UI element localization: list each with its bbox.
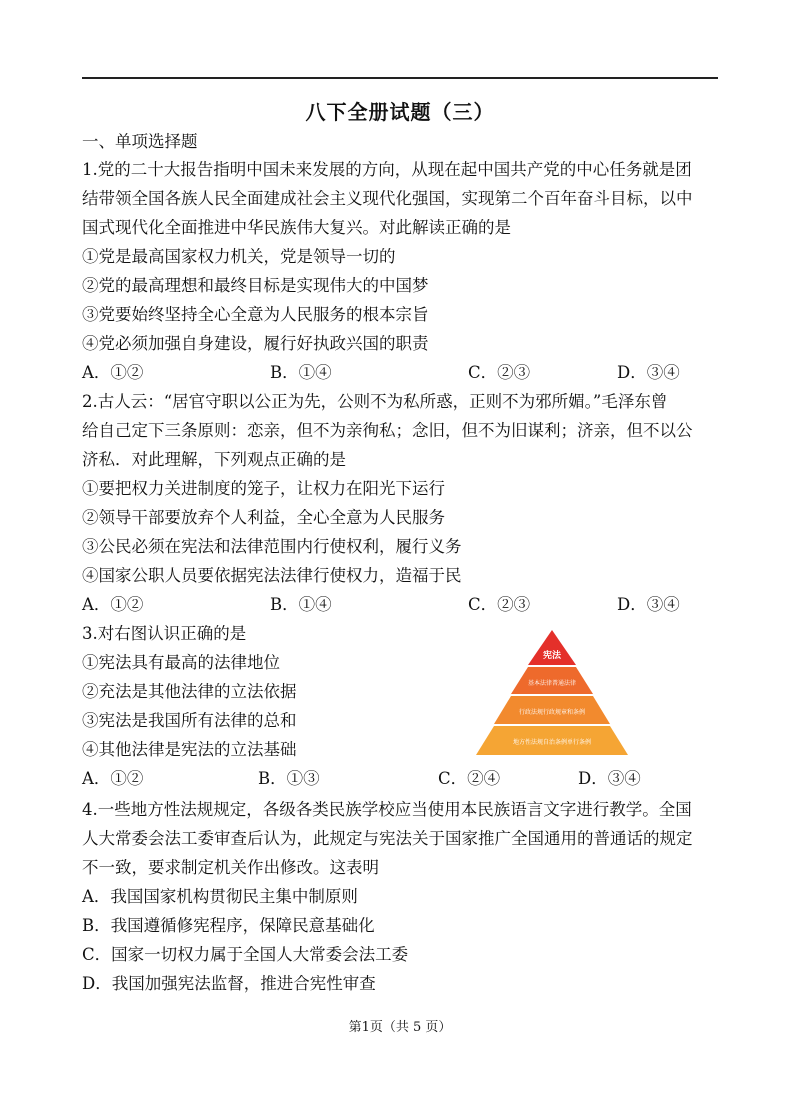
q1-stem-line: 1.党的二十大报告指明中国未来发展的方向，从现在起中国共产党的中心任务就是团	[82, 160, 692, 179]
q3-option-d: D．③④	[578, 769, 641, 788]
page-footer: 第1页（共 5 页）	[348, 1020, 452, 1035]
section-heading: 一、单项选择题	[82, 132, 198, 151]
q2-item: ②领导干部要放弃个人利益，全心全意为人民服务	[82, 508, 445, 527]
q3-item: ②充法是其他法律的立法依据	[82, 682, 297, 701]
q1-item: ①党是最高国家权力机关，党是领导一切的	[82, 247, 396, 266]
pyramid-label-top: 宪法	[542, 651, 562, 661]
q2-stem-line: 济私．对此理解，下列观点正确的是	[82, 450, 346, 469]
q1-option-d: D．③④	[617, 363, 680, 382]
q3-option-c: C．②④	[438, 769, 501, 788]
pyramid-label-3: 行政法规行政规章和条例	[518, 709, 586, 716]
q1-option-c: C．②③	[468, 363, 531, 382]
q1-stem-line: 结带领全国各族人民全面建成社会主义现代化强国，实现第二个百年奋斗目标，以中	[82, 189, 693, 208]
q3-stem-line: 3.对右图认识正确的是	[82, 624, 247, 643]
q2-option-c: C．②③	[468, 595, 531, 614]
q2-item: ③公民必须在宪法和法律范围内行使权利，履行义务	[82, 537, 462, 556]
pyramid-label-4: 地方性法规自治条例单行条例	[512, 739, 592, 746]
q4-option-a: A．我国国家机构贯彻民主集中制原则	[82, 887, 358, 906]
q4-stem-line: 4.一些地方性法规规定，各级各类民族学校应当使用本民族语言文字进行教学。全国	[82, 800, 692, 819]
q2-item: ①要把权力关进制度的笼子，让权力在阳光下运行	[82, 479, 445, 498]
q4-stem-line: 不一致，要求制定机关作出修改。这表明	[82, 858, 379, 877]
page-title: 八下全册试题（三）	[305, 100, 495, 124]
q3-option-b: B．①③	[258, 769, 320, 788]
q4-option-b: B．我国遵循修宪程序，保障民意基础化	[82, 916, 375, 935]
q4-option-c: C．国家一切权力属于全国人大常委会法工委	[82, 945, 409, 964]
top-rule	[82, 77, 718, 79]
q2-item: ④国家公职人员要依据宪法法律行使权力，造福于民	[82, 566, 462, 585]
q1-option-b: B．①④	[270, 363, 332, 382]
q3-item: ③宪法是我国所有法律的总和	[82, 711, 297, 730]
q1-item: ②党的最高理想和最终目标是实现伟大的中国梦	[82, 276, 429, 295]
q3-item: ④其他法律是宪法的立法基础	[82, 740, 297, 759]
q2-option-d: D．③④	[617, 595, 680, 614]
q1-item: ④党必须加强自身建设，履行好执政兴国的职责	[82, 334, 429, 353]
law-hierarchy-pyramid	[474, 630, 630, 756]
q1-item: ③党要始终坚持全心全意为人民服务的根本宗旨	[82, 305, 429, 324]
q4-option-d: D．我国加强宪法监督，推进合宪性审查	[82, 974, 376, 993]
q2-stem-line: 给自己定下三条原则：恋亲，但不为亲徇私；念旧，但不为旧谋利；济亲，但不以公	[82, 421, 693, 440]
q2-option-b: B．①④	[270, 595, 332, 614]
q3-item: ①宪法具有最高的法律地位	[82, 653, 280, 672]
q4-stem-line: 人大常委会法工委审查后认为，此规定与宪法关于国家推广全国通用的普通话的规定	[82, 829, 693, 848]
q1-stem-line: 国式现代化全面推进中华民族伟大复兴。对此解读正确的是	[82, 218, 511, 237]
q3-option-a: A．①②	[82, 769, 144, 788]
q2-stem-line: 2.古人云：“居官守职以公正为先，公则不为私所惑，正则不为邪所媚。”毛泽东曾	[82, 392, 668, 411]
q2-option-a: A．①②	[82, 595, 144, 614]
q1-option-a: A．①②	[82, 363, 144, 382]
pyramid-label-2: 基本法律普通法律	[527, 680, 577, 687]
